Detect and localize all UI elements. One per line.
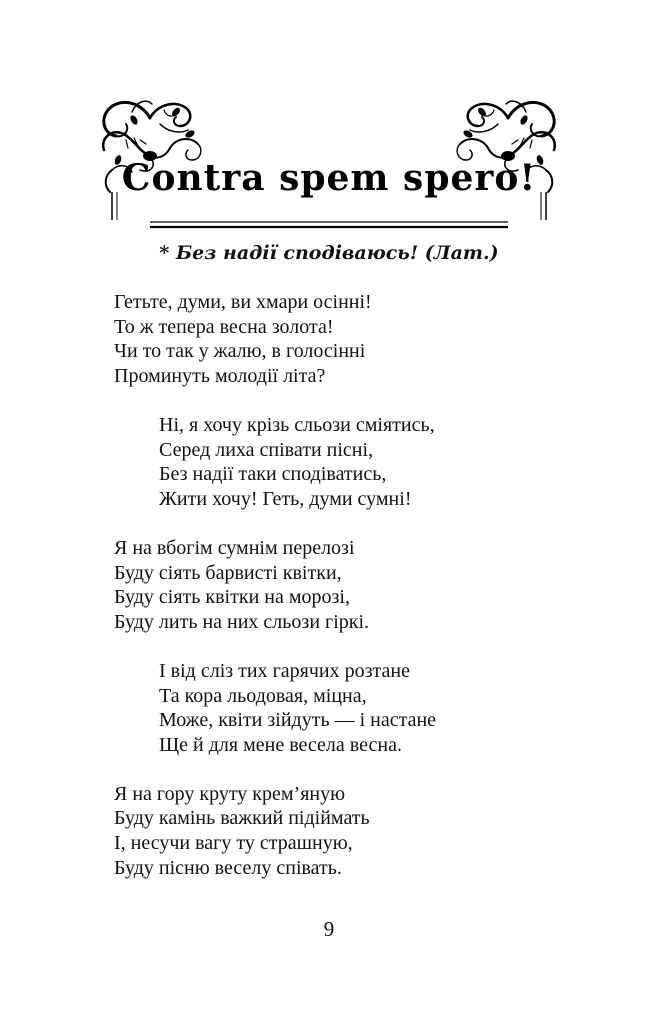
poem-line: Буду лить на них сльози гіркі.: [114, 610, 370, 633]
poem-line: Проминуть молодії літа?: [114, 364, 326, 387]
stanza-5: [114, 782, 634, 880]
stanza-4: [114, 659, 634, 757]
poem-line: Чи то так у жалю, в голосінні: [114, 340, 366, 363]
title-translation-note: * Без надії сподіваюсь! (Лат.): [159, 242, 499, 264]
poem-line: Буду пісню веселу співать.: [114, 856, 342, 879]
poem-body: [114, 290, 634, 905]
poem-line: І від сліз тих гарячих розтане: [159, 659, 410, 682]
stanza-1: [114, 290, 634, 388]
poem-line: Буду сіять барвисті квітки,: [114, 561, 342, 584]
poem-line: Без надії таки сподіватись,: [159, 463, 387, 486]
poem-title: Contra spem spero!: [121, 157, 537, 199]
poem-line: Я на вбогім сумнім перелозі: [114, 536, 355, 559]
poem-line: Ні, я хочу крізь сльози сміятись,: [159, 413, 435, 436]
stanza-3: [114, 536, 634, 634]
poem-line: Я на гору круту крем’яную: [114, 782, 346, 805]
page-number: 9: [323, 917, 335, 941]
poem-line: Ще й для мене весела весна.: [159, 733, 402, 756]
poem-line: Може, квіти зійдуть — і настане: [159, 709, 437, 732]
poem-line: Гетьте, думи, ви хмари осінні!: [114, 291, 372, 313]
poem-line: І, несучи вагу ту страшную,: [114, 832, 353, 855]
frame-bottom-rule: [150, 222, 508, 227]
poem-line: Буду сіять квітки на морозі,: [114, 586, 350, 609]
poem-line: Серед лиха співати пісні,: [159, 438, 374, 461]
stanza-2: [114, 413, 634, 511]
poem-line: То ж тепера весна золота!: [114, 315, 334, 338]
decorative-header: [0, 0, 658, 240]
poem-line: Жити хочу! Геть, думи сумні!: [159, 487, 412, 510]
poem-line: Буду камінь важкий підіймать: [114, 807, 370, 830]
poem-line: Та кора льодовая, міцна,: [159, 684, 367, 707]
